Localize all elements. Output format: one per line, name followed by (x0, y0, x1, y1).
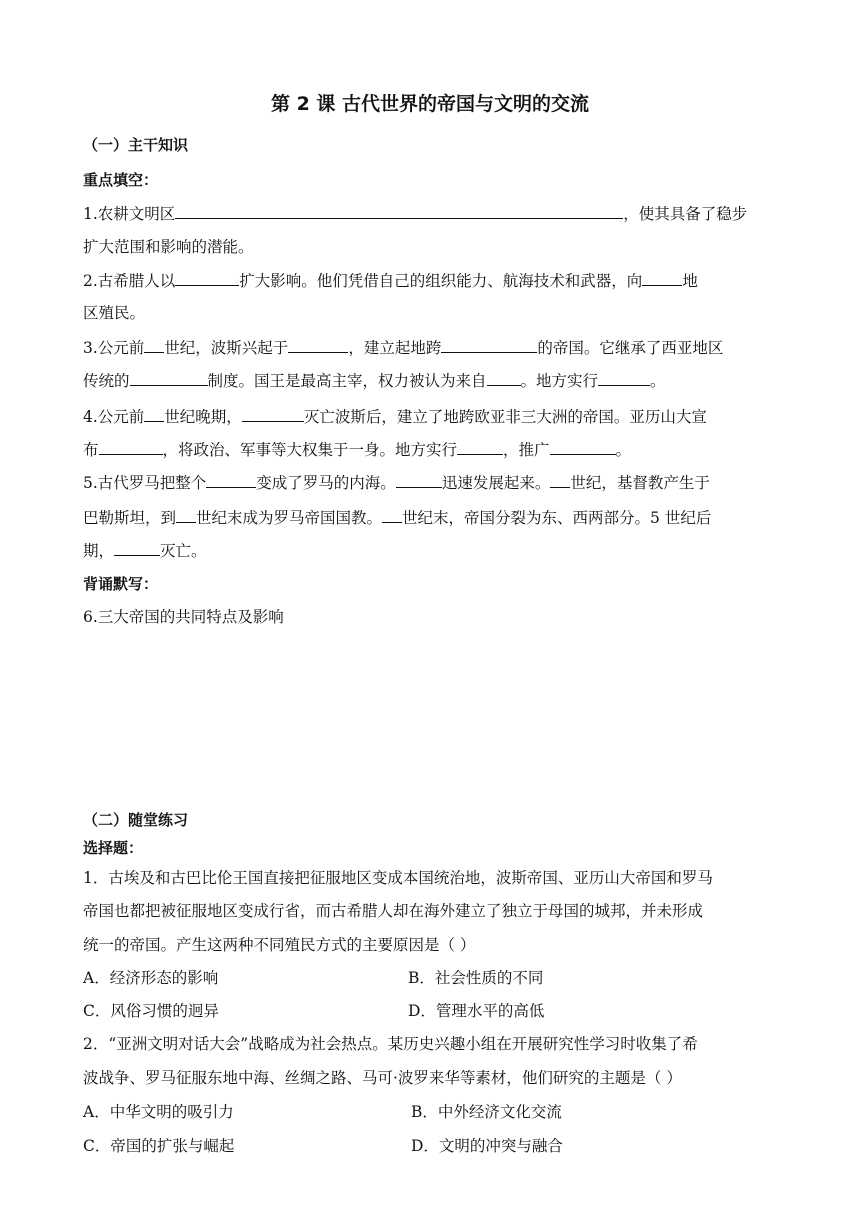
answer-blank[interactable] (130, 368, 208, 386)
answer-blank[interactable] (396, 470, 442, 488)
mc1-option-a[interactable]: A．经济形态的影响 (83, 969, 219, 987)
question-6: 6.三大帝国的共同特点及影响 (83, 608, 284, 626)
mc1-option-b[interactable]: B．社会性质的不同 (408, 969, 544, 987)
answer-blank[interactable] (457, 437, 503, 455)
answer-blank[interactable] (206, 470, 256, 488)
mc1-option-d[interactable]: D．管理水平的高低 (408, 1002, 545, 1020)
question-1-line-1: 1.农耕文明区 ，使其具备了稳步 (83, 201, 747, 226)
recite-heading: 背诵默写： (83, 575, 159, 593)
section-heading-main-knowledge: （一）主干知识 (83, 136, 189, 154)
answer-blank[interactable] (382, 505, 402, 523)
lesson-title: 第 2 课 古代世界的帝国与文明的交流 (270, 93, 590, 115)
question-3-line-2: 传统的 制度。国王是最高主宰，权力被认为来自 。地方实行 。 (83, 368, 666, 393)
answer-blank[interactable] (550, 470, 570, 488)
mc1-option-c[interactable]: C．风俗习惯的迥异 (83, 1002, 219, 1020)
answer-blank[interactable] (175, 268, 239, 286)
mc2-option-a[interactable]: A．中华文明的吸引力 (83, 1103, 234, 1121)
mc1-stem-line-1: 1．古埃及和古巴比伦王国直接把征服地区变成本国统治地，波斯帝国、亚历山大帝国和罗马 (83, 869, 713, 887)
question-2-line-1: 2.古希腊人以 扩大影响。他们凭借自己的组织能力、航海技术和武器，向 地 (83, 268, 698, 293)
answer-blank[interactable] (441, 335, 537, 353)
mc2-stem-line-1: 2．“亚洲文明对话大会”战略成为社会热点。某历史兴趣小组在开展研究性学习时收集了希 (83, 1035, 698, 1053)
question-4-line-2: 布 ，将政治、军事等大权集于一身。地方实行 ，推广 。 (83, 437, 631, 462)
answer-blank[interactable] (550, 437, 616, 455)
question-1-line-2: 扩大范围和影响的潜能。 (83, 238, 254, 256)
answer-blank[interactable] (144, 335, 164, 353)
answer-blank[interactable] (99, 437, 163, 455)
answer-blank[interactable] (642, 268, 682, 286)
question-4-line-1: 4.公元前 世纪晚期， 灭亡波斯后，建立了地跨欧亚非三大洲的帝国。亚历山大宣 (83, 404, 707, 429)
answer-blank[interactable] (242, 404, 304, 422)
answer-blank[interactable] (598, 368, 650, 386)
section-heading-practice: （二）随堂练习 (83, 811, 189, 829)
mc2-option-b[interactable]: B．中外经济文化交流 (411, 1103, 562, 1121)
question-3-line-1: 3.公元前 世纪，波斯兴起于 ，建立起地跨 的帝国。它继承了西亚地区 (83, 335, 723, 360)
answer-blank[interactable] (288, 335, 348, 353)
choice-heading: 选择题： (83, 839, 144, 857)
question-5-line-3: 期， 灭亡。 (83, 538, 207, 563)
mc1-stem-line-2: 帝国也都把被征服地区变成行省，而古希腊人却在海外建立了独立于母国的城邦，并未形成 (83, 902, 704, 920)
answer-blank[interactable] (114, 538, 160, 556)
fill-in-heading: 重点填空： (83, 171, 159, 189)
mc2-option-c[interactable]: C．帝国的扩张与崛起 (83, 1137, 235, 1155)
question-2-line-2: 区殖民。 (83, 304, 146, 322)
mc2-stem-line-2: 波战争、罗马征服东地中海、丝绸之路、马可·波罗来华等素材，他们研究的主题是（ ） (83, 1069, 682, 1087)
mc2-option-d[interactable]: D．文明的冲突与融合 (411, 1137, 563, 1155)
answer-blank[interactable] (487, 368, 521, 386)
question-5-line-2: 巴勒斯坦，到 世纪末成为罗马帝国国教。 世纪末，帝国分裂为东、西两部分。5 世纪后 (83, 505, 711, 530)
question-5-line-1: 5.古代罗马把整个 变成了罗马的内海。 迅速发展起来。 世纪，基督教产生于 (83, 470, 710, 495)
mc1-stem-line-3: 统一的帝国。产生这两种不同殖民方式的主要原因是（ ） (83, 936, 476, 954)
answer-blank[interactable] (176, 505, 196, 523)
answer-blank[interactable] (144, 404, 164, 422)
answer-blank[interactable] (175, 201, 623, 219)
